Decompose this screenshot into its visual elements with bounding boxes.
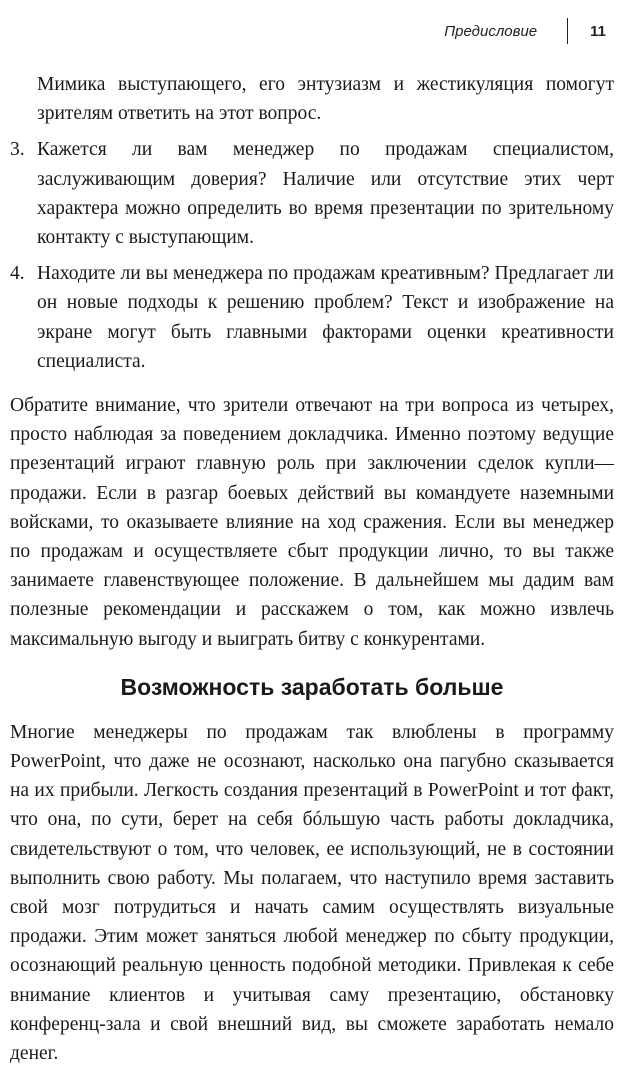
list-item [10,259,614,376]
list-item-number: 4. [10,263,25,285]
page-body [10,70,614,1068]
section-heading: Возможность заработать больше [120,673,504,700]
list-item-text: Находите ли вы менеджера по продажам креативным? Предлагает ли он новые подходы к решению проблем? Текст и изображение на экране могут быть главными факторами оценки креативности специалиста. [37,263,614,372]
running-header [444,18,606,44]
header-divider [567,18,568,44]
list-continuation: Мимика выступающего, его энтузиазм и жестикуляция помогут зрителям ответить на этот вопрос. [37,74,614,125]
page-number: 11 [590,22,606,40]
list-item-text: Кажется ли вам менеджер по продажам специалистом, заслуживающим доверия? Наличие или отсутствие этих черт характера можно определить во время презентации по зрительному контакту с выступающим. [37,139,614,249]
body-paragraph: Обратите внимание, что зрители отвечают на три вопроса из четырех, просто наблюдая за поведением докладчика. Именно поэтому ведущие презентаций играют главную роль при заключении сделок купли—продажи. Если в разгар боевых действий вы командуете наземными войсками, то оказываете влияние на ход сражения. Если вы менеджер по продажам и осуществляете сбыт продукции лично, то вы также занимаете главенствующее положение. В дальнейшем мы дадим вам полезные рекомендации и расскажем о том, как можно извлечь максимальную выгоду и выиграть битву с конкурентами. [10,395,614,650]
section-title: Предисловие [444,22,538,40]
list-item [10,135,614,252]
list-item-number: 3. [10,139,25,161]
body-paragraph: Многие менеджеры по продажам так влюблены в программу PowerPoint, что даже не осознают, насколько она пагубно сказывается на их прибыли. Легкость создания презентаций в PowerPoint и тот факт, что она, по сути, берет на себя бóльшую часть работы докладчика, свидетельствуют о том, что человек, ее использующий, не в состоянии выполнить свою работу. Мы полагаем, что наступило время заставить свой мозг потрудиться и начать самим осуществлять визуальные продажи. Этим может заняться любой менеджер по сбыту продукции, осознающий реальную ценность подобной методики. Привлекая к себе внимание клиентов и учитывая саму презентацию, обстановку конференц-зала и свой внешний вид, вы сможете заработать немало денег. [10,721,614,1065]
